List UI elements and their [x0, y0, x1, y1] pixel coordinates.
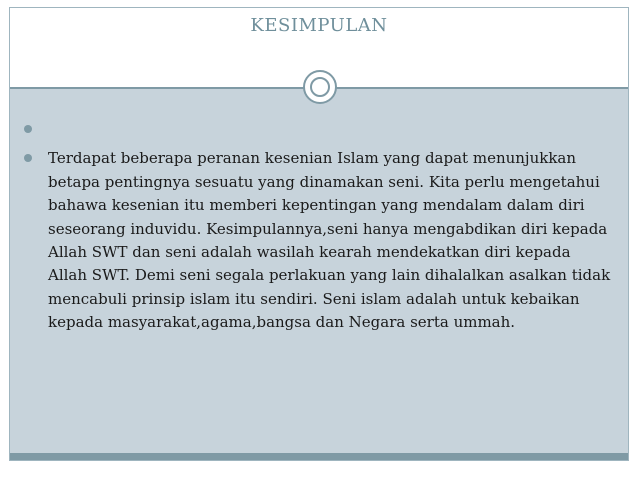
list-item	[24, 147, 614, 334]
inner-circle	[310, 77, 330, 97]
circle-bullet-icon	[24, 125, 32, 133]
slide-title: KESIMPULAN	[250, 15, 388, 36]
bullet-text: Terdapat beberapa peranan kesenian Islam yang dapat menunjukkan betapa pentingnya sesuatu yang dinamakan seni. Kita perlu mengetahui bahawa kesenian itu memberi kepentingan yang mendalam dalam diri seseorang induvidu. Kesimpulannya,seni hanya mengabdikan diri kepada Allah SWT dan seni adalah wasilah kearah mendekatkan diri kepada Allah SWT. Demi seni segala perlakuan yang lain dihalalkan asalkan tidak mencabuli prinsip islam itu sendiri. Seni islam adalah untuk kebaikan kepada masyarakat,agama,bangsa dan Negara serta ummah.	[48, 149, 611, 332]
list-item	[24, 118, 614, 141]
bullet-list	[24, 118, 614, 335]
double-circle-icon	[303, 70, 337, 104]
circle-bullet-icon	[24, 154, 32, 162]
